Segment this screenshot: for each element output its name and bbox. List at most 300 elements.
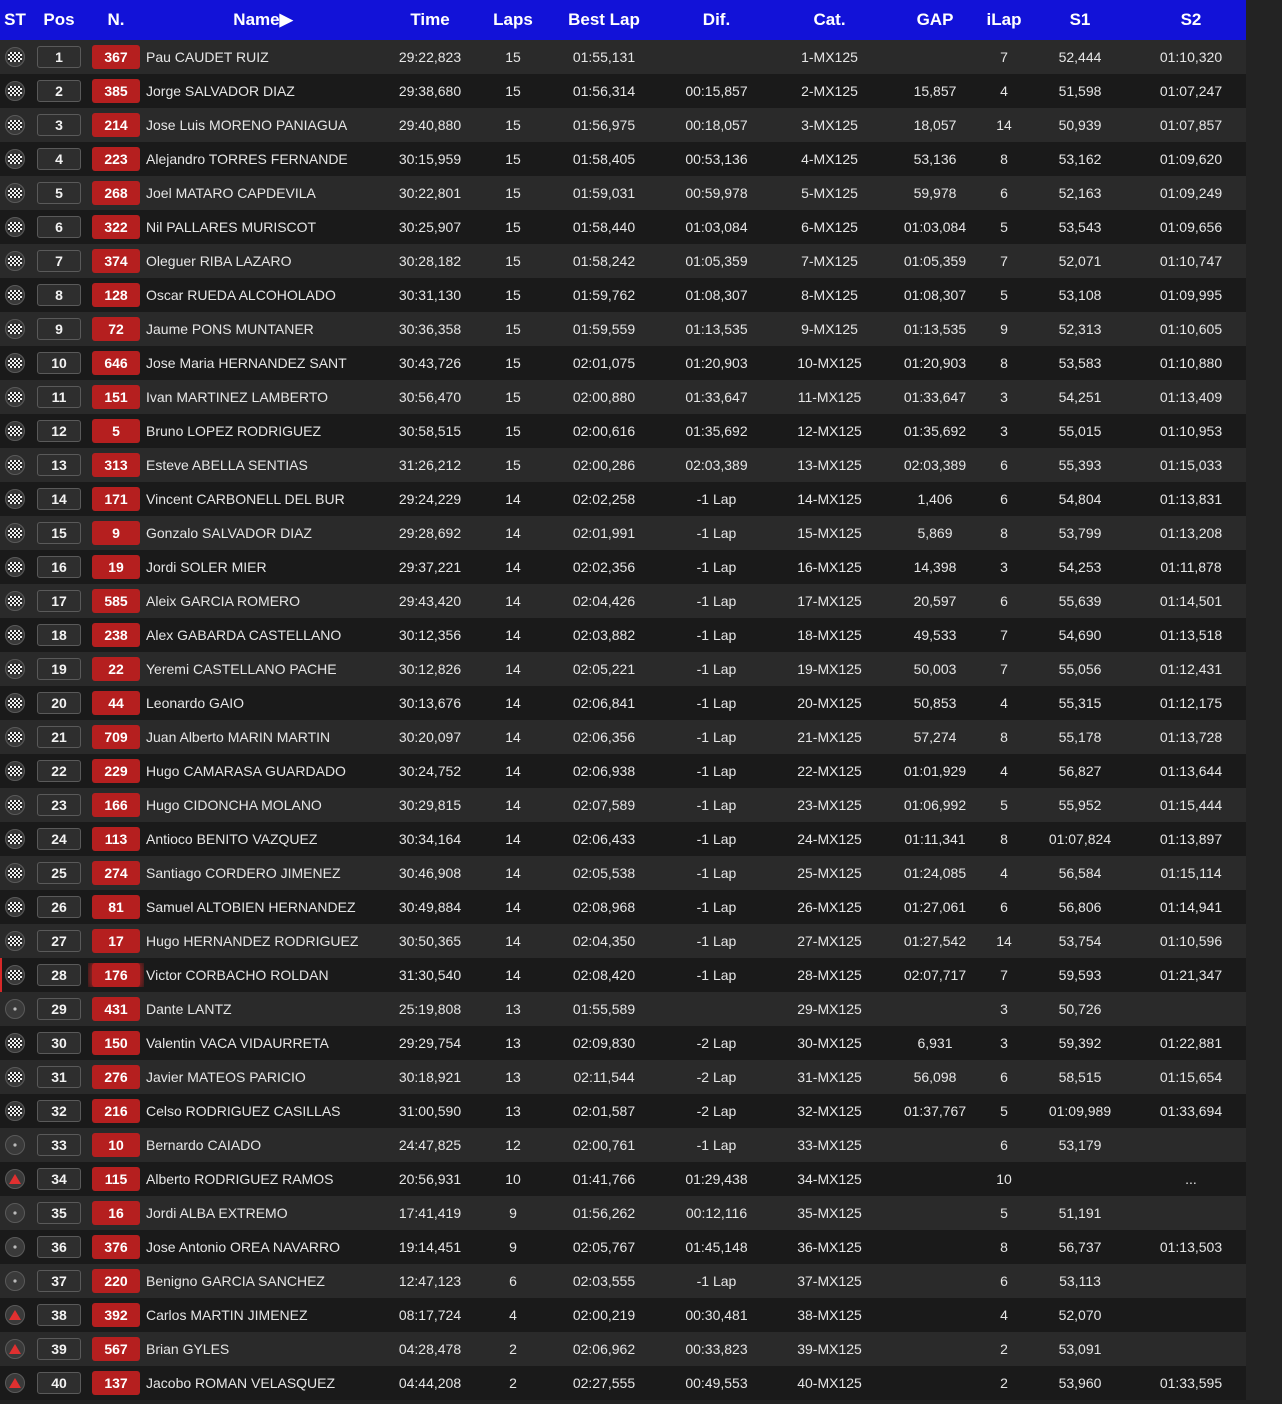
s1-cell: 52,071 — [1058, 253, 1102, 269]
rider-number-badge: 137 — [92, 1371, 140, 1395]
rider-name[interactable]: Esteve ABELLA SENTIAS — [146, 457, 308, 473]
laps-cell: 15 — [505, 117, 521, 133]
rider-name[interactable]: Pau CAUDET RUIZ — [146, 49, 269, 65]
table-row[interactable] — [0, 584, 1246, 618]
cat-cell: 19-MX125 — [797, 661, 862, 677]
table-row[interactable] — [0, 380, 1246, 414]
position-badge: 31 — [37, 1066, 81, 1088]
header-name[interactable]: Name▶ — [233, 10, 293, 29]
dif-cell: -1 Lap — [696, 933, 737, 949]
cat-cell: 12-MX125 — [797, 423, 862, 439]
best-cell: 02:05,538 — [572, 865, 636, 881]
number-cell — [88, 45, 144, 69]
table-row[interactable] — [0, 958, 1246, 992]
position-cell — [30, 386, 88, 408]
cat-cell: 35-MX125 — [797, 1205, 862, 1221]
cat-cell: 15-MX125 — [797, 525, 862, 541]
header-laps[interactable]: Laps — [493, 10, 533, 29]
cat-cell: 36-MX125 — [797, 1239, 862, 1255]
rider-number-badge: 268 — [92, 181, 140, 205]
position-cell — [30, 420, 88, 442]
s1-cell: 59,392 — [1058, 1035, 1102, 1051]
position-cell — [30, 1100, 88, 1122]
position-badge: 27 — [37, 930, 81, 952]
table-row[interactable] — [0, 652, 1246, 686]
status-cell — [0, 829, 30, 849]
gap-cell: 49,533 — [913, 627, 957, 643]
number-cell — [88, 147, 144, 171]
cat-cell: 1-MX125 — [801, 49, 858, 65]
table-row[interactable] — [0, 618, 1246, 652]
best-cell: 01:59,031 — [572, 185, 636, 201]
number-cell — [88, 419, 144, 443]
position-badge: 10 — [37, 352, 81, 374]
time-cell: 30:56,470 — [398, 389, 462, 405]
checkered-flag-icon — [5, 523, 25, 543]
rider-name[interactable]: Santiago CORDERO JIMENEZ — [146, 865, 341, 881]
rider-name[interactable]: Hugo HERNANDEZ RODRIGUEZ — [146, 933, 359, 949]
status-cell — [0, 455, 30, 475]
s1-cell: 51,598 — [1058, 83, 1102, 99]
dif-cell: 01:45,148 — [685, 1239, 748, 1255]
position-cell — [30, 590, 88, 612]
dif-cell: 00:53,136 — [685, 151, 748, 167]
s2-cell: 01:09,249 — [1159, 185, 1223, 201]
position-cell — [30, 862, 88, 884]
table-row[interactable] — [0, 1332, 1246, 1366]
laps-cell: 14 — [505, 661, 521, 677]
best-cell: 02:03,555 — [572, 1273, 636, 1289]
header-s2[interactable]: S2 — [1180, 10, 1202, 29]
status-cell — [0, 387, 30, 407]
header-s1[interactable]: S1 — [1069, 10, 1091, 29]
s2-cell: 01:10,747 — [1159, 253, 1223, 269]
laps-cell: 15 — [505, 49, 521, 65]
rider-name[interactable]: Celso RODRIGUEZ CASILLAS — [146, 1103, 341, 1119]
ilap-cell: 6 — [1000, 457, 1008, 473]
table-row[interactable] — [0, 1026, 1246, 1060]
rider-number-badge: 81 — [92, 895, 140, 919]
position-badge: 18 — [37, 624, 81, 646]
status-cell — [0, 421, 30, 441]
rider-number-badge: 322 — [92, 215, 140, 239]
checkered-flag-icon — [5, 455, 25, 475]
rider-number-badge: 128 — [92, 283, 140, 307]
rider-name[interactable]: Hugo CAMARASA GUARDADO — [146, 763, 346, 779]
ilap-cell: 8 — [1000, 1239, 1008, 1255]
position-badge: 9 — [37, 318, 81, 340]
arrow-up-icon — [5, 1339, 25, 1359]
table-row[interactable] — [0, 516, 1246, 550]
table-row[interactable] — [0, 686, 1246, 720]
position-badge: 30 — [37, 1032, 81, 1054]
dif-cell: -2 Lap — [696, 1103, 737, 1119]
dif-cell: -2 Lap — [696, 1069, 737, 1085]
ilap-cell: 7 — [1000, 627, 1008, 643]
header-gap[interactable]: GAP — [916, 10, 954, 29]
rider-name[interactable]: Aleix GARCIA ROMERO — [146, 593, 301, 609]
rider-number-badge: 229 — [92, 759, 140, 783]
best-cell: 02:07,589 — [572, 797, 636, 813]
rider-number-badge: 274 — [92, 861, 140, 885]
s1-cell: 53,799 — [1058, 525, 1102, 541]
table-row[interactable] — [0, 1298, 1246, 1332]
checkered-flag-icon — [5, 659, 25, 679]
best-cell: 02:11,544 — [573, 1069, 635, 1085]
laps-cell: 15 — [505, 355, 521, 371]
rider-name[interactable]: Bernardo CAIADO — [146, 1137, 262, 1153]
rider-number-badge: 385 — [92, 79, 140, 103]
best-cell: 02:06,433 — [572, 831, 636, 847]
time-cell: 29:24,229 — [398, 491, 462, 507]
ilap-cell: 3 — [1000, 389, 1008, 405]
time-cell: 30:58,515 — [398, 423, 462, 439]
table-row[interactable] — [0, 448, 1246, 482]
status-cell — [0, 523, 30, 543]
table-row[interactable] — [0, 1196, 1246, 1230]
position-badge: 39 — [37, 1338, 81, 1360]
time-cell: 30:49,884 — [398, 899, 462, 915]
table-row[interactable] — [0, 414, 1246, 448]
header-dif[interactable]: Dif. — [702, 10, 731, 29]
rider-name[interactable]: Leonardo GAIO — [146, 695, 245, 711]
header-pos[interactable]: Pos — [43, 10, 75, 29]
position-badge: 6 — [37, 216, 81, 238]
rider-name[interactable]: Javier MATEOS PARICIO — [146, 1069, 306, 1085]
table-row[interactable] — [0, 1060, 1246, 1094]
time-cell: 30:20,097 — [398, 729, 462, 745]
number-cell — [88, 861, 144, 885]
table-row[interactable] — [0, 142, 1246, 176]
checkered-flag-icon — [5, 625, 25, 645]
number-cell — [88, 725, 144, 749]
status-cell — [0, 115, 30, 135]
s2-cell: 01:07,857 — [1159, 117, 1223, 133]
position-cell — [30, 454, 88, 476]
time-cell: 31:00,590 — [398, 1103, 462, 1119]
status-cell — [0, 251, 30, 271]
rider-number-badge: 166 — [92, 793, 140, 817]
s2-cell: 01:33,694 — [1159, 1103, 1223, 1119]
table-row[interactable] — [0, 856, 1246, 890]
table-row[interactable] — [0, 244, 1246, 278]
ilap-cell: 8 — [1000, 151, 1008, 167]
position-cell — [30, 250, 88, 272]
position-cell — [30, 182, 88, 204]
status-cell — [0, 659, 30, 679]
s1-cell: 53,543 — [1058, 219, 1102, 235]
table-row[interactable] — [0, 176, 1246, 210]
number-cell — [88, 895, 144, 919]
time-cell: 29:29,754 — [398, 1035, 462, 1051]
header-number[interactable]: N. — [107, 10, 125, 29]
table-row[interactable] — [0, 754, 1246, 788]
table-row[interactable] — [0, 278, 1246, 312]
checkered-flag-icon — [5, 863, 25, 883]
s1-cell: 53,583 — [1058, 355, 1102, 371]
number-cell — [88, 691, 144, 715]
time-cell: 30:18,921 — [398, 1069, 462, 1085]
s1-cell: 55,315 — [1058, 695, 1102, 711]
cat-cell: 32-MX125 — [797, 1103, 862, 1119]
position-cell — [30, 658, 88, 680]
rider-name[interactable]: Alberto RODRIGUEZ RAMOS — [146, 1171, 334, 1187]
s1-cell: 53,179 — [1058, 1137, 1102, 1153]
checkered-flag-icon — [5, 727, 25, 747]
position-badge: 35 — [37, 1202, 81, 1224]
position-cell — [30, 46, 88, 68]
rider-name[interactable]: Jose Maria HERNANDEZ SANT — [146, 355, 347, 371]
s2-cell: 01:13,503 — [1159, 1239, 1223, 1255]
dif-cell: -1 Lap — [696, 661, 737, 677]
time-cell: 30:28,182 — [398, 253, 462, 269]
number-cell — [88, 555, 144, 579]
s1-cell: 53,113 — [1059, 1273, 1101, 1289]
rider-name[interactable]: Valentin VACA VIDAURRETA — [146, 1035, 329, 1051]
dif-cell: -1 Lap — [696, 763, 737, 779]
s2-cell: 01:21,347 — [1159, 967, 1223, 983]
checkered-flag-icon — [5, 693, 25, 713]
laps-cell: 14 — [505, 797, 521, 813]
rider-name[interactable]: Jordi SOLER MIER — [146, 559, 267, 575]
table-row[interactable] — [0, 40, 1246, 74]
best-cell: 02:03,882 — [572, 627, 636, 643]
best-cell: 01:55,131 — [572, 49, 636, 65]
position-cell — [30, 794, 88, 816]
rider-name[interactable]: Alejandro TORRES FERNANDE — [146, 151, 348, 167]
table-row[interactable] — [0, 74, 1246, 108]
position-cell — [30, 1236, 88, 1258]
number-cell — [88, 1201, 144, 1225]
s1-cell: 53,091 — [1058, 1341, 1102, 1357]
header-ilap[interactable]: iLap — [986, 10, 1022, 29]
s1-cell: 56,806 — [1058, 899, 1102, 915]
status-cell — [0, 795, 30, 815]
s2-cell: 01:09,620 — [1159, 151, 1223, 167]
table-row[interactable] — [0, 822, 1246, 856]
gap-cell: 56,098 — [913, 1069, 957, 1085]
dif-cell: 01:08,307 — [685, 287, 748, 303]
number-cell — [88, 283, 144, 307]
position-cell — [30, 1372, 88, 1394]
s2-cell: 01:15,114 — [1160, 865, 1222, 881]
rider-name[interactable]: Antioco BENITO VAZQUEZ — [146, 831, 318, 847]
arrow-up-icon — [5, 1305, 25, 1325]
laps-cell: 14 — [505, 933, 521, 949]
laps-cell: 9 — [509, 1205, 517, 1221]
s2-cell: ... — [1185, 1171, 1197, 1187]
gap-cell: 18,057 — [913, 117, 957, 133]
rider-name[interactable]: Hugo CIDONCHA MOLANO — [146, 797, 322, 813]
rider-number-badge: 238 — [92, 623, 140, 647]
table-row[interactable] — [0, 1162, 1246, 1196]
best-cell: 02:06,962 — [572, 1341, 636, 1357]
position-badge: 29 — [37, 998, 81, 1020]
time-cell: 30:43,726 — [398, 355, 462, 371]
time-cell: 31:30,540 — [398, 967, 462, 983]
rider-name[interactable]: Jose Antonio OREA NAVARRO — [146, 1239, 341, 1255]
dot-icon — [5, 999, 25, 1019]
table-row[interactable] — [0, 788, 1246, 822]
rider-number-badge: 19 — [92, 555, 140, 579]
time-cell: 29:43,420 — [398, 593, 462, 609]
ilap-cell: 6 — [1000, 899, 1008, 915]
s1-cell: 54,251 — [1058, 389, 1102, 405]
checkered-flag-icon — [5, 795, 25, 815]
number-cell — [88, 453, 144, 477]
table-row[interactable] — [0, 720, 1246, 754]
table-row[interactable] — [0, 312, 1246, 346]
rider-name[interactable]: Benigno GARCIA SANCHEZ — [146, 1273, 325, 1289]
s2-cell: 01:13,208 — [1159, 525, 1223, 541]
rider-name[interactable]: Yeremi CASTELLANO PACHE — [146, 661, 337, 677]
rider-name[interactable]: Victor CORBACHO ROLDAN — [146, 967, 329, 983]
table-row[interactable] — [0, 108, 1246, 142]
number-cell — [88, 215, 144, 239]
s2-cell: 01:10,605 — [1159, 321, 1223, 337]
laps-cell: 4 — [509, 1307, 517, 1323]
gap-cell: 14,398 — [913, 559, 957, 575]
time-cell: 30:24,752 — [398, 763, 462, 779]
s2-cell: 01:13,409 — [1159, 389, 1223, 405]
number-cell — [88, 385, 144, 409]
checkered-flag-icon — [5, 489, 25, 509]
checkered-flag-icon — [5, 353, 25, 373]
number-cell — [88, 1099, 144, 1123]
rider-name[interactable]: Samuel ALTOBIEN HERNANDEZ — [146, 899, 356, 915]
s2-cell: 01:14,501 — [1159, 593, 1223, 609]
position-badge: 11 — [37, 386, 81, 408]
s1-cell: 55,393 — [1058, 457, 1102, 473]
rider-name[interactable]: Oscar RUEDA ALCOHOLADO — [146, 287, 336, 303]
rider-name[interactable]: Oleguer RIBA LAZARO — [146, 253, 292, 269]
table-row[interactable] — [0, 924, 1246, 958]
position-badge: 17 — [37, 590, 81, 612]
position-badge: 28 — [37, 964, 81, 986]
laps-cell: 15 — [505, 185, 521, 201]
position-cell — [30, 148, 88, 170]
gap-cell: 6,931 — [917, 1035, 953, 1051]
rider-number-badge: 113 — [92, 827, 140, 851]
rider-name[interactable]: Alex GABARDA CASTELLANO — [146, 627, 342, 643]
table-row[interactable] — [0, 346, 1246, 380]
best-cell: 01:58,242 — [572, 253, 636, 269]
best-cell: 01:58,440 — [572, 219, 636, 235]
ilap-cell: 5 — [1000, 287, 1008, 303]
cat-cell: 23-MX125 — [797, 797, 862, 813]
rider-name[interactable]: Jorge SALVADOR DIAZ — [146, 83, 295, 99]
dif-cell: -1 Lap — [696, 865, 737, 881]
best-cell: 02:06,356 — [572, 729, 636, 745]
rider-name[interactable]: Jordi ALBA EXTREMO — [146, 1205, 288, 1221]
best-cell: 02:00,219 — [572, 1307, 636, 1323]
position-badge: 33 — [37, 1134, 81, 1156]
table-row[interactable] — [0, 1264, 1246, 1298]
rider-name[interactable]: Joel MATARO CAPDEVILA — [146, 185, 316, 201]
table-row[interactable] — [0, 992, 1246, 1026]
position-cell — [30, 930, 88, 952]
gap-cell: 50,003 — [913, 661, 957, 677]
s2-cell: 01:22,881 — [1159, 1035, 1223, 1051]
table-row[interactable] — [0, 1128, 1246, 1162]
rider-name[interactable]: Ivan MARTINEZ LAMBERTO — [146, 389, 329, 405]
status-cell — [0, 863, 30, 883]
status-cell — [0, 47, 30, 67]
laps-cell: 10 — [505, 1171, 521, 1187]
position-cell — [30, 998, 88, 1020]
laps-cell: 9 — [509, 1239, 517, 1255]
table-row[interactable] — [0, 482, 1246, 516]
rider-name[interactable]: Juan Alberto MARIN MARTIN — [146, 729, 331, 745]
status-cell — [0, 1067, 30, 1087]
rider-name[interactable]: Jaume PONS MUNTANER — [146, 321, 314, 337]
rider-number-badge: 431 — [92, 997, 140, 1021]
dif-cell: 01:13,535 — [685, 321, 748, 337]
rider-number-badge: 367 — [92, 45, 140, 69]
cat-cell: 2-MX125 — [801, 83, 858, 99]
cat-cell: 17-MX125 — [797, 593, 862, 609]
rider-name[interactable]: Jose Luis MORENO PANIAGUA — [146, 117, 348, 133]
rider-name[interactable]: Dante LANTZ — [146, 1001, 232, 1017]
status-cell — [0, 591, 30, 611]
position-cell — [30, 284, 88, 306]
table-row[interactable] — [0, 210, 1246, 244]
table-row[interactable] — [0, 1230, 1246, 1264]
time-cell: 30:46,908 — [398, 865, 462, 881]
s1-cell: 53,960 — [1058, 1375, 1102, 1391]
time-cell: 29:28,692 — [398, 525, 462, 541]
rider-name[interactable]: Carlos MARTIN JIMENEZ — [146, 1307, 308, 1323]
table-row[interactable] — [0, 890, 1246, 924]
rider-number-badge: 151 — [92, 385, 140, 409]
table-row[interactable] — [0, 550, 1246, 584]
position-badge: 5 — [37, 182, 81, 204]
laps-cell: 14 — [505, 593, 521, 609]
position-badge: 38 — [37, 1304, 81, 1326]
rider-name[interactable]: Jacobo ROMAN VELASQUEZ — [146, 1375, 336, 1391]
cat-cell: 30-MX125 — [797, 1035, 862, 1051]
header-best-lap[interactable]: Best Lap — [568, 10, 640, 29]
rider-name[interactable]: Brian GYLES — [146, 1341, 230, 1357]
cat-cell: 39-MX125 — [797, 1341, 862, 1357]
status-cell — [0, 183, 30, 203]
table-row[interactable] — [0, 1366, 1246, 1400]
status-cell — [0, 1033, 30, 1053]
header-cat[interactable]: Cat. — [813, 10, 846, 29]
header-st[interactable]: ST — [4, 10, 26, 29]
table-row[interactable] — [0, 1094, 1246, 1128]
rider-name[interactable]: Nil PALLARES MURISCOT — [146, 219, 317, 235]
rider-number-badge: 150 — [92, 1031, 140, 1055]
rider-number-badge: 17 — [92, 929, 140, 953]
number-cell — [88, 1303, 144, 1327]
position-badge: 26 — [37, 896, 81, 918]
position-badge: 13 — [37, 454, 81, 476]
rider-name[interactable]: Gonzalo SALVADOR DIAZ — [146, 525, 312, 541]
gap-cell: 01:37,767 — [903, 1103, 967, 1119]
dif-cell: -1 Lap — [696, 729, 737, 745]
cat-cell: 6-MX125 — [801, 219, 858, 235]
rider-name[interactable]: Vincent CARBONELL DEL BUR — [146, 491, 345, 507]
position-cell — [30, 488, 88, 510]
rider-name[interactable]: Bruno LOPEZ RODRIGUEZ — [146, 423, 322, 439]
header-time[interactable]: Time — [410, 10, 450, 29]
s2-cell: 01:09,995 — [1159, 287, 1223, 303]
number-cell — [88, 317, 144, 341]
ilap-cell: 3 — [1000, 559, 1008, 575]
rider-number-badge: 171 — [92, 487, 140, 511]
position-badge: 20 — [37, 692, 81, 714]
